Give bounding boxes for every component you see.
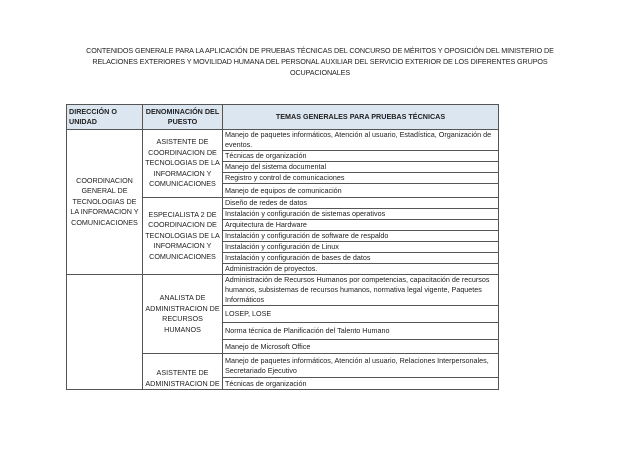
- header-puesto: DENOMINACIÓN DEL PUESTO: [143, 105, 223, 130]
- topic-cell: Arquitectura de Hardware: [223, 220, 499, 231]
- topic-cell: Manejo de paquetes informáticos, Atención al usuario, Relaciones Interpersonales, Secretariado Ejecutivo: [223, 354, 499, 378]
- topic-cell: Manejo del sistema documental: [223, 162, 499, 173]
- title-line-3: OCUPACIONALES: [289, 68, 351, 77]
- topic-cell: Instalación y configuración de Linux: [223, 242, 499, 253]
- topic-cell: Instalación y configuración de sistemas operativos: [223, 209, 499, 220]
- topic-cell: Manejo de equipos de comunicación: [223, 184, 499, 198]
- topic-cell: Administración de proyectos.: [223, 264, 499, 275]
- topic-cell: Técnicas de organización: [223, 151, 499, 162]
- puesto-cell: ASISTENTE DE COORDINACION DE TECNOLOGIAS DE LA INFORMACION Y COMUNICACIONES: [143, 130, 223, 198]
- puesto-cell: ANALISTA DE ADMINISTRACION DE RECURSOS HUMANOS: [143, 275, 223, 354]
- topic-cell: Administración de Recursos Humanos por competencias, capacitación de recursos humanos, subsistemas de recursos humanos, normativa legal vigente, Paquetes Informáticos: [223, 275, 499, 306]
- puesto-cell: ASISTENTE DE ADMINISTRACION DE: [143, 354, 223, 390]
- topic-cell: LOSEP, LOSE: [223, 306, 499, 323]
- topic-cell: Norma técnica de Planificación del Talento Humano: [223, 323, 499, 340]
- topics-table: [66, 104, 499, 390]
- puesto-cell: ESPECIALISTA 2 DE COORDINACION DE TECNOLOGIAS DE LA INFORMACION Y COMUNICACIONES: [143, 198, 223, 275]
- title-line-1: CONTENIDOS GENERALE PARA LA APLICACIÓN DE PRUEBAS TÉCNICAS DEL CONCURSO DE MÉRITOS Y OPOSICIÓN DEL MINISTERIO DE: [86, 46, 554, 55]
- title-line-2: RELACIONES EXTERIORES Y MOVILIDAD HUMANA DEL PERSONAL AUXILIAR DEL SERVICIO EXTERIOR DE LOS DIFERENTES GRUPOS: [92, 57, 548, 66]
- header-temas: TEMAS GENERALES PARA PRUEBAS TÉCNICAS: [223, 105, 499, 130]
- topic-cell: Diseño de redes de datos: [223, 198, 499, 209]
- direccion-cell: COORDINACION GENERAL DE TECNOLOGIAS DE LA INFORMACION Y COMUNICACIONES: [67, 130, 143, 275]
- table-header-row: [67, 105, 499, 130]
- table-row: [67, 130, 499, 151]
- topic-cell: Registro y control de comunicaciones: [223, 173, 499, 184]
- direccion-cell-empty: [67, 275, 143, 390]
- header-direccion: DIRECCIÓN O UNIDAD: [67, 105, 143, 130]
- topic-cell: Instalación y configuración de software de respaldo: [223, 231, 499, 242]
- document-title: [60, 45, 580, 78]
- table-row: [67, 275, 499, 306]
- topic-cell: Manejo de Microsoft Office: [223, 340, 499, 354]
- topic-cell: Manejo de paquetes informáticos, Atención al usuario, Estadística, Organización de eventos.: [223, 130, 499, 151]
- topic-cell: Técnicas de organización: [223, 378, 499, 390]
- topic-cell: Instalación y configuración de bases de datos: [223, 253, 499, 264]
